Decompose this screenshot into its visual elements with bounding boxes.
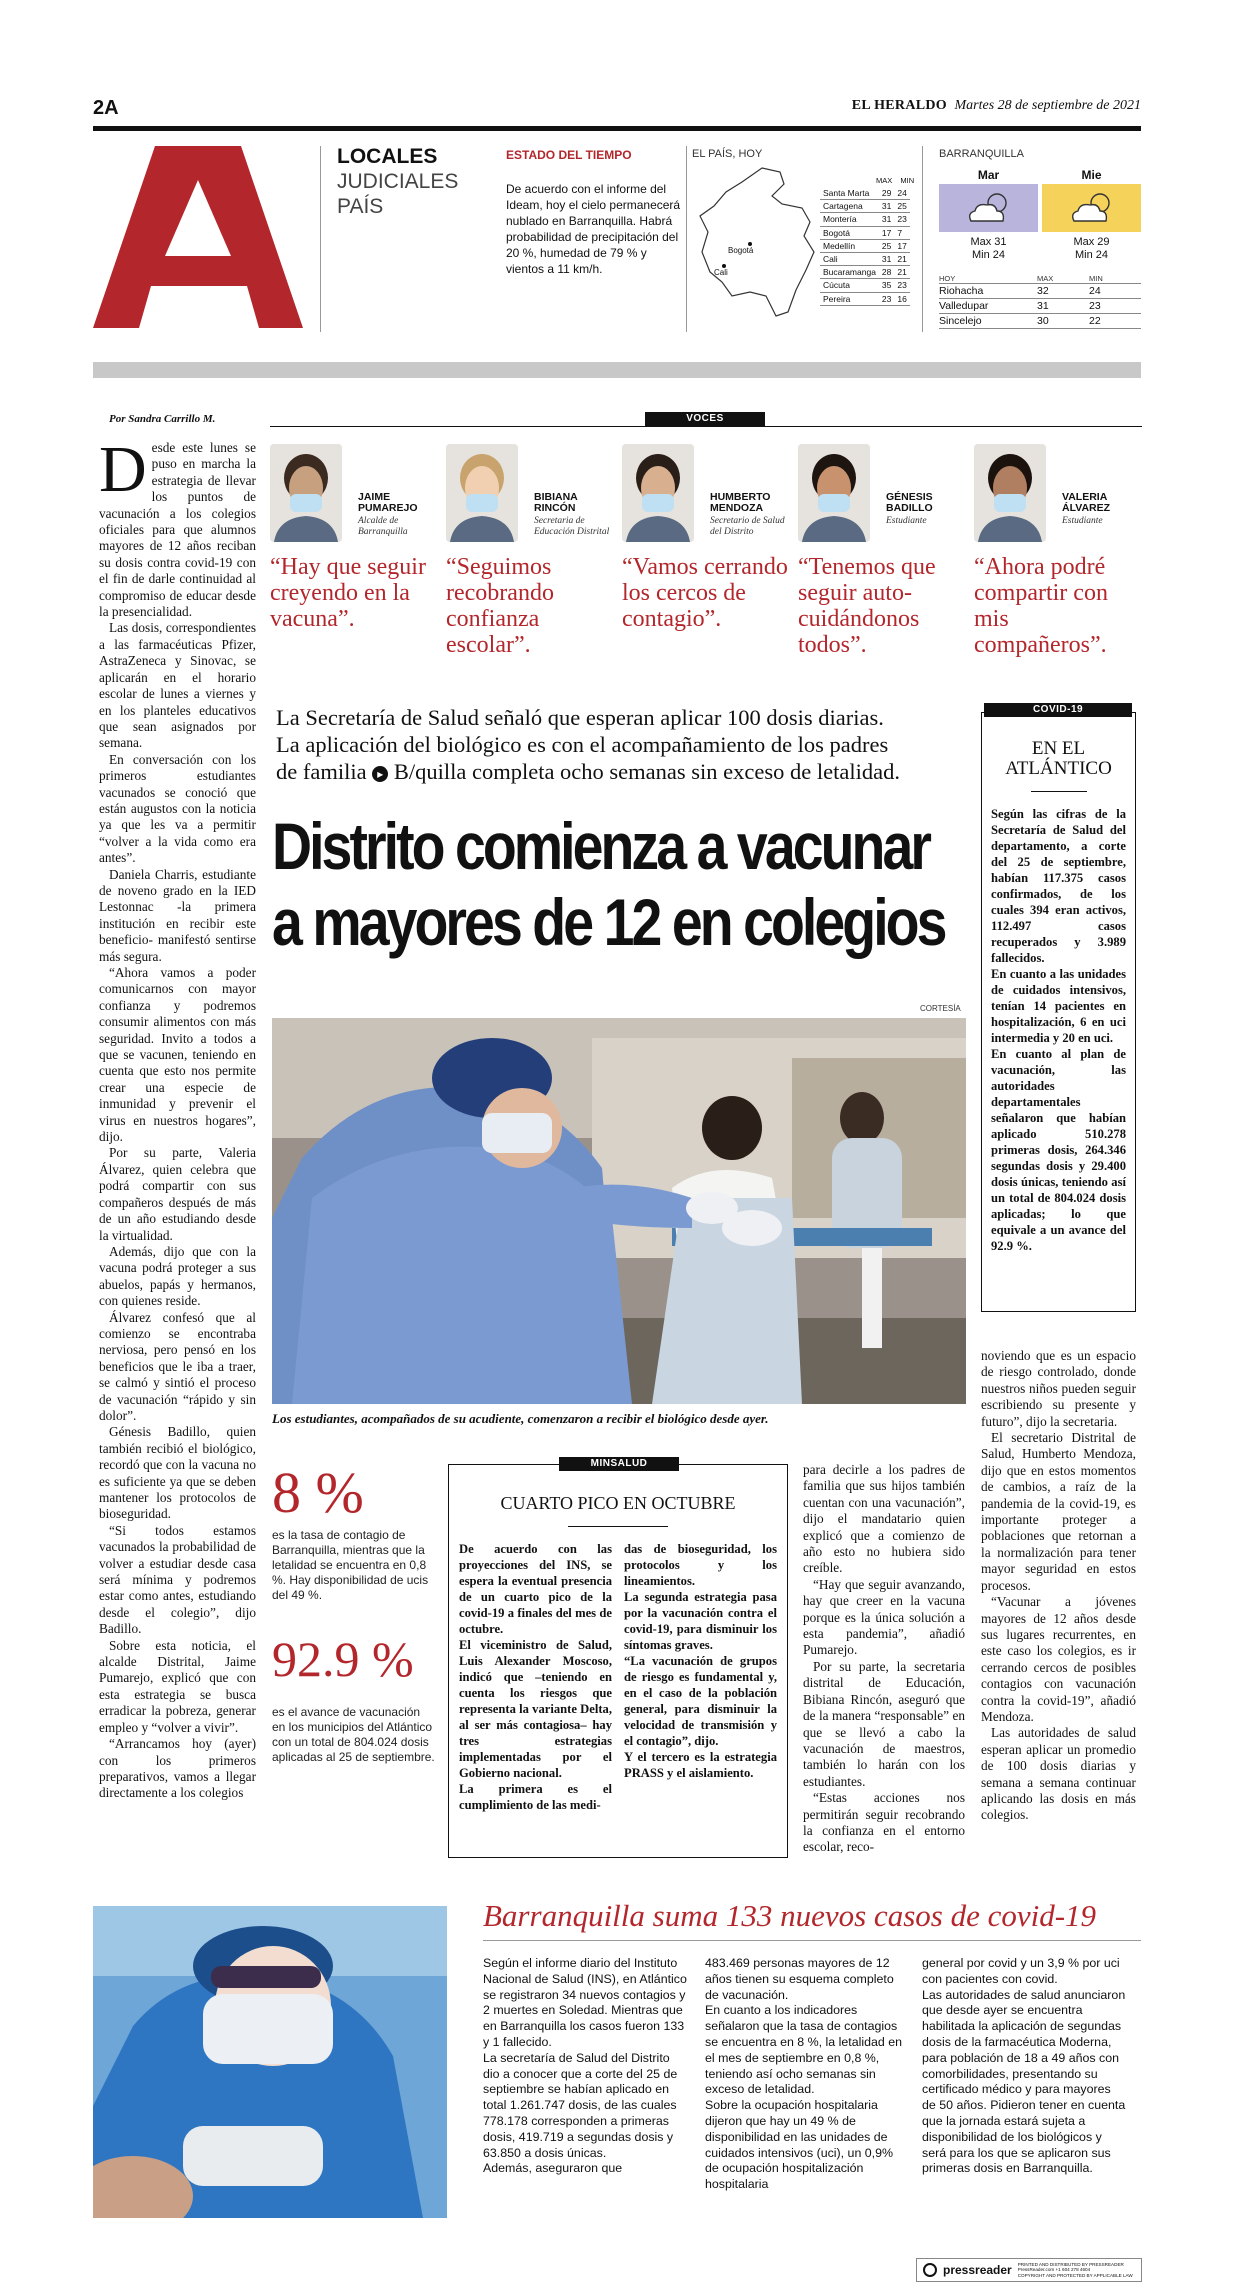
hoy-city-max: 30 bbox=[1037, 315, 1049, 327]
city-max: 35 bbox=[879, 279, 894, 292]
paragraph: “Ahora vamos a poder comunicarnos con mayor confianza y podremos consumir alimentos con más seguridad. Invito a todos a que se vacunen, teniendo en cuenta que esto nos permite crear una especie de inmunidad y prevenir el virus en nuestros hogares”, dijo. bbox=[99, 965, 256, 1145]
headline bbox=[272, 808, 945, 960]
voz-quote: “Ahora podré compartir con mis compañeros”. bbox=[974, 554, 1108, 658]
section-list bbox=[337, 144, 458, 219]
header-divider bbox=[320, 146, 321, 332]
hoy-row bbox=[939, 299, 1141, 314]
hoy-min-label: MIN bbox=[1089, 274, 1103, 283]
bottom-col-1 bbox=[483, 1956, 688, 2177]
country-label: EL PAÍS, HOY bbox=[692, 148, 763, 160]
voces-label: VOCES bbox=[645, 412, 765, 426]
city-max: 29 bbox=[879, 187, 894, 200]
forecast-max: Max 31 bbox=[970, 236, 1007, 248]
deck-line-2: La aplicación del biológico es con el acompañamiento de los padres bbox=[276, 732, 889, 757]
voces-row bbox=[270, 444, 1142, 674]
paragraph: “Estas acciones nos permitirán seguir recobrando la confianza en el entorno escolar, reco- bbox=[803, 1790, 965, 1855]
city-max: 23 bbox=[879, 292, 894, 305]
forecast-min: Min 24 bbox=[1074, 249, 1109, 261]
bottom-title: Barranquilla suma 133 nuevos casos de covid-19 bbox=[483, 1898, 1097, 1933]
voz-photo bbox=[798, 444, 870, 542]
paragraph: La secretaría de Salud del Distrito dio a conocer que a corte del 25 de septiembre se habían aplicado en total 1.261.747 dosis, de las cuales 778.178 corresponden a primeras dosis, 419.719 a segundas dosis y 63.850 a dosis únicas. bbox=[483, 2050, 678, 2160]
arrow-circle-icon: ▸ bbox=[372, 766, 388, 782]
city-temp-row bbox=[820, 292, 910, 305]
paragraph: Según el informe diario del Instituto Nacional de Salud (INS), en Atlántico se registraron 34 nuevos contagios y 2 muertes en Soledad. Mientras que en Barranquilla los casos fueron 133 y 1 fallecido. bbox=[483, 1956, 687, 2049]
weather-text: De acuerdo con el informe del Ideam, hoy el cielo permanecerá nublado en Barranquilla. Habrá probabilidad de precipitación del 20 %, humedad de 79 % y vientos a 11 km/h. bbox=[506, 182, 681, 276]
weather-divider-2 bbox=[922, 146, 923, 332]
paragraph: “Hay que seguir avanzando, hay que creer en la vacuna porque es la única solución a esta pandemia”, añadió Pumarejo. bbox=[803, 1576, 965, 1658]
paragraph: Sobre esta noticia, el alcalde Distrital, Jaime Pumarejo, explicó que con esta estrategia se busca erradicar la pobreza, generar empleo y “volver a vivir”. bbox=[99, 1637, 256, 1735]
paragraph: esde este lunes se puso en marcha la estrategia de llevar los puntos de vacunación a los colegios oficiales para que alumnos mayores de 12 años reciban su dosis contra covid-19 con el fin de darle continuidad al compromiso de educar desde la presencialidad. bbox=[99, 440, 256, 620]
paragraph: Las dosis, correspondientes a las farmacéuticas Pfizer, AstraZeneca y Sinovac, se aplicarán en el horario escolar de lunes a viernes y en los planteles educativos que sean asignados por semana. bbox=[99, 620, 256, 751]
hoy-city-min: 24 bbox=[1089, 285, 1101, 297]
city-name: Cartagena bbox=[820, 200, 879, 213]
main-photo bbox=[272, 1018, 966, 1404]
article-col-mid bbox=[803, 1462, 965, 1856]
section-pais: PAÍS bbox=[337, 195, 384, 218]
city-min: 17 bbox=[894, 239, 909, 252]
stat-text-2: es el avance de vacunación en los municipios del Atlántico con un total de 804.024 dosis aplicadas al 25 de septiembre. bbox=[272, 1705, 435, 1764]
paragraph: De acuerdo con las proyecciones del INS, se espera la eventual presencia de un cuarto pico de la covid-19 a finales del mes de octubre. bbox=[459, 1542, 612, 1636]
paragraph: general por covid y un 3,9 % por uci con pacientes con covid. bbox=[922, 1956, 1120, 1986]
map-label-cali: Cali bbox=[714, 268, 728, 277]
stat-value-2: 92.9 % bbox=[272, 1631, 414, 1687]
forecast-day-label: Mar bbox=[977, 168, 1000, 182]
paragraph: Las autoridades de salud esperan aplicar un promedio de 100 dosis diarias y semana a semana continuar aplicando las dosis en más colegios. bbox=[981, 1725, 1136, 1823]
paragraph: En cuanto a los indicadores señalaron que la tasa de contagios se encuentra en 8 %, la letalidad en el mes de septiembre en 0,8 %, teniendo así ocho semanas sin exceso de letalidad. bbox=[705, 2003, 903, 2097]
minsalud-title-rule bbox=[568, 1526, 668, 1527]
city-max: 31 bbox=[879, 213, 894, 226]
paragraph: noviendo que es un espacio de riesgo controlado, donde nuestros niños pueden seguir escribiendo su presente y futuro”, dijo la secretaria. bbox=[981, 1348, 1136, 1429]
hoy-city: Riohacha bbox=[939, 285, 984, 297]
hoy-city-min: 22 bbox=[1089, 315, 1101, 327]
masthead-date-line bbox=[852, 98, 1141, 114]
page-number: 2A bbox=[93, 97, 119, 119]
hoy-header bbox=[939, 274, 1141, 284]
city-min: 7 bbox=[894, 226, 909, 239]
covid-title bbox=[991, 739, 1126, 779]
city-name: Medellín bbox=[820, 239, 879, 252]
header-gray-bar bbox=[93, 362, 1141, 378]
city-min: 23 bbox=[894, 279, 909, 292]
paragraph: das de bioseguridad, los protocolos y los lineamientos. bbox=[624, 1542, 777, 1588]
paragraph: Además, aseguraron que bbox=[483, 2161, 623, 2176]
deck bbox=[276, 704, 966, 785]
city-temps bbox=[820, 176, 914, 306]
voz-role: Alcalde de Barranquilla bbox=[358, 516, 408, 537]
city-name: Pereira bbox=[820, 292, 879, 305]
pressreader-footer bbox=[916, 2258, 1142, 2282]
forecast-min: Min 24 bbox=[971, 249, 1006, 261]
headline-line-2: a mayores de 12 en colegios bbox=[272, 885, 945, 959]
minsalud-label: MINSALUD bbox=[559, 1457, 679, 1471]
paragraph: “Si todos estamos vacunados la probabilidad de volver a estudiar desde casa será mínima y podremos estar como antes, estudiando desde el colegio”, dijo Badillo. bbox=[99, 1522, 256, 1637]
baq-label: BARRANQUILLA bbox=[939, 148, 1024, 160]
city-name: Cúcuta bbox=[820, 279, 879, 292]
paragraph: “La vacunación de grupos de riesgo es fundamental y, en el caso de la población general, para disminuir la velocidad de transmisión y el contagio”, dijo. bbox=[624, 1654, 777, 1748]
paragraph: El secretario Distrital de Salud, Humberto Mendoza, dijo que en estos momentos de cambios, a raíz de la pandemia de la covid-19, es importante proteger a poblaciones que retornan a la normalización para tener mayor seguridad en estos procesos. bbox=[981, 1430, 1136, 1593]
city-temp-row bbox=[820, 226, 910, 239]
voz-photo bbox=[622, 444, 694, 542]
paragraph: La primera es el cumplimiento de las medi- bbox=[459, 1782, 612, 1812]
voz-name: GÉNESIS BADILLO bbox=[886, 491, 933, 514]
city-max: 25 bbox=[879, 239, 894, 252]
covid-label: COVID-19 bbox=[984, 703, 1132, 717]
minsalud-columns bbox=[459, 1541, 777, 1813]
paragraph: “Arrancamos hoy (ayer) con los primeros preparativos, vamos a llegar directamente a los colegios bbox=[99, 1736, 256, 1801]
covid-box bbox=[981, 704, 1136, 1312]
hoy-row bbox=[939, 314, 1141, 329]
voz-quote: “Hay que seguir creyendo en la vacuna”. bbox=[270, 554, 426, 632]
covid-title-1: EN EL bbox=[1031, 738, 1086, 759]
covid-title-2: ATLÁNTICO bbox=[1005, 758, 1112, 779]
hoy-city: Valledupar bbox=[939, 300, 989, 312]
max-label: MAX bbox=[876, 176, 893, 185]
pressreader-brand: pressreader bbox=[943, 2263, 1012, 2277]
city-temps-header bbox=[820, 176, 914, 185]
section-locales: LOCALES bbox=[337, 145, 438, 168]
voz-name: BIBIANA RINCÓN bbox=[534, 491, 578, 514]
paragraph: “Vacunar a jóvenes mayores de 12 años desde sus lugares recurrentes, en este caso los colegios, es ir cerrando cercos de posibles contagios con vacunación contra la covid-19”, añadió Mendoza. bbox=[981, 1594, 1136, 1724]
header-rule bbox=[93, 126, 1141, 131]
forecast-day bbox=[939, 166, 1038, 262]
city-max: 17 bbox=[879, 226, 894, 239]
city-name: Bucaramanga bbox=[820, 266, 879, 279]
minsalud-col-1 bbox=[459, 1541, 612, 1813]
city-max: 31 bbox=[879, 200, 894, 213]
paragraph: Además, dijo que con la vacuna podrá proteger a sus abuelos, papás y hermanos, con quienes reside. bbox=[99, 1243, 256, 1309]
paragraph: En conversación con los primeros estudiantes vacunados se conoció que están augustos con la noticia ya que les va a permitir “volver a la vida como era antes”. bbox=[99, 751, 256, 866]
voz-quote: “Seguimos recobrando confianza escolar”. bbox=[446, 554, 554, 658]
minsalud-title: CUARTO PICO EN OCTUBRE bbox=[500, 1493, 736, 1513]
forecast-day-label: Mie bbox=[1081, 168, 1102, 182]
paragraph: Por su parte, la secretaria distrital de Educación, Bibiana Rincón, aseguró que de la manera “responsable” en que se llevó a cabo la vacunación de maestros, también lo harán con los estudiantes. bbox=[803, 1658, 965, 1789]
headline-line-1: Distrito comienza a vacunar bbox=[272, 809, 929, 883]
voz-quote: “Vamos cerrando los cercos de contagio”. bbox=[622, 554, 788, 632]
voz-name: VALERIA ÁLVAREZ bbox=[1062, 491, 1111, 514]
city-max: 31 bbox=[879, 253, 894, 266]
article-col-right bbox=[981, 1348, 1136, 1824]
voz-role: Estudiante bbox=[1062, 516, 1103, 526]
min-label: MIN bbox=[900, 176, 915, 185]
voces-rule bbox=[270, 426, 1142, 427]
paragraph: Las autoridades de salud anunciaron que desde ayer se encuentra habilitada la aplicación de segundas dosis de la farmacéutica Moderna, para población de 18 a 49 años con comorbilidades, presentando su certificado médico y para mayores de 50 años. Pidieron tener en cuenta que la jornada estará sujeta a disponibilidad de los biológicos y será para los que se aplicaron sus primeras dosis en Barranquilla. bbox=[922, 1987, 1126, 2176]
forecast-day bbox=[1042, 166, 1141, 262]
stat-value-1: 8 % bbox=[272, 1460, 364, 1525]
city-name: Santa Marta bbox=[820, 187, 879, 200]
voz-photo bbox=[446, 444, 518, 542]
baq-forecast bbox=[939, 166, 1141, 262]
city-temp-row bbox=[820, 213, 910, 226]
city-min: 21 bbox=[894, 253, 909, 266]
deck-line-3: de familia ▸ B/quilla completa ocho semanas sin exceso de letalidad. bbox=[276, 759, 900, 784]
deck-line-1: La Secretaría de Salud señaló que esperan aplicar 100 dosis diarias. bbox=[276, 705, 884, 730]
city-temp-row bbox=[820, 187, 910, 200]
hoy-max-label: MAX bbox=[1037, 274, 1054, 283]
voz-name: HUMBERTO MENDOZA bbox=[710, 491, 771, 514]
city-name: Bogotá bbox=[820, 226, 879, 239]
byline: Por Sandra Carrillo M. bbox=[109, 413, 216, 425]
partly-cloudy-icon bbox=[939, 184, 1038, 232]
city-name: Cali bbox=[820, 253, 879, 266]
paper-name: EL HERALDO bbox=[851, 98, 947, 113]
city-name: Montería bbox=[820, 213, 879, 226]
city-min: 21 bbox=[894, 266, 909, 279]
city-temp-row bbox=[820, 266, 910, 279]
voz-photo bbox=[974, 444, 1046, 542]
hoy-city-max: 32 bbox=[1037, 285, 1049, 297]
city-max: 28 bbox=[879, 266, 894, 279]
city-temps-table bbox=[820, 187, 910, 306]
pressreader-logo-icon bbox=[923, 2263, 937, 2277]
covid-text bbox=[991, 806, 1126, 1254]
issue-date: Martes 28 de septiembre de 2021 bbox=[954, 98, 1141, 113]
photo-caption: Los estudiantes, acompañados de su acudiente, comenzaron a recibir el biológico desde ayer. bbox=[272, 1411, 769, 1426]
article-col-1 bbox=[99, 433, 256, 1802]
paragraph: En cuanto a las unidades de cuidados intensivos, tenían 14 pacientes en hospitalización, 6 en uci intermedia y 20 en uci. bbox=[991, 967, 1126, 1045]
covid-title-rule bbox=[1031, 791, 1087, 792]
bottom-photo bbox=[93, 1906, 447, 2218]
voz-role: Secretario de Salud del Distrito bbox=[710, 516, 785, 537]
bottom-title-rule bbox=[483, 1940, 1141, 1941]
pressreader-legal: PRINTED AND DISTRIBUTED BY PRESSREADER PressReader.com +1 604 278 4604 COPYRIGHT AND PROTECTED BY APPLICABLE LAW bbox=[1017, 2261, 1133, 2278]
stat-text-1: es la tasa de contagio de Barranquilla, mientras que la letalidad se encuentra en 0,8 %. Hay disponibilidad de ucis del 49 %. bbox=[272, 1528, 429, 1602]
paragraph: En cuanto al plan de vacunación, las autoridades departamentales señalaron que habían aplicado 510.278 primeras dosis, 264.346 segundas dosis y 29.400 dosis únicas, teniendo así un total de 804.024 dosis aplicadas; lo que equivale a un avance del 92.9 %. bbox=[991, 1047, 1126, 1253]
city-temp-row bbox=[820, 200, 910, 213]
paragraph: La segunda estrategia pasa por la vacunación contra el covid-19, para disminuir los síntomas graves. bbox=[624, 1590, 777, 1652]
voz-role: Secretaria de Educación Distrital bbox=[534, 516, 610, 537]
photo-credit: CORTESÍA bbox=[920, 1004, 961, 1013]
weather-title: ESTADO DEL TIEMPO bbox=[506, 148, 632, 162]
paragraph: Y el tercero es la estrategia PRASS y el aislamiento. bbox=[624, 1750, 777, 1780]
paragraph: Daniela Charris, estudiante de noveno grado en la IED Lestonnac -la primera institución en recibir este beneficio- manifestó sentirse más segura. bbox=[99, 866, 256, 964]
hoy-city: Sincelejo bbox=[939, 315, 982, 327]
city-min: 16 bbox=[894, 292, 909, 305]
city-temp-row bbox=[820, 279, 910, 292]
hoy-label: HOY bbox=[939, 274, 956, 283]
voz-role: Estudiante bbox=[886, 516, 927, 526]
paragraph: para decirle a los padres de familia que sus hijos también cuentan con una vacunación”, dijo el mandatario quien explicó que a comienzo de año esto no hubiera sido creíble. bbox=[803, 1462, 965, 1576]
weather-divider-1 bbox=[686, 146, 687, 332]
city-temp-row bbox=[820, 239, 910, 252]
paragraph: 483.469 personas mayores de 12 años tienen su esquema completo de vacunación. bbox=[705, 1956, 894, 2002]
voz-photo bbox=[270, 444, 342, 542]
voz-name: JAIME PUMAREJO bbox=[358, 491, 418, 514]
paragraph: Sobre la ocupación hospitalaria dijeron que hay un 49 % de disponibilidad en las unidades de cuidados intensivos (uci), un 0,9% de ocupación hospitalización hospitalaria bbox=[705, 2098, 894, 2192]
section-judiciales: JUDICIALES bbox=[337, 170, 459, 193]
stats-column bbox=[272, 1462, 436, 1765]
city-temp-row bbox=[820, 253, 910, 266]
paragraph: Según las cifras de la Secretaría de Salud del departamento, a corte del 25 de septiembre, habían 117.375 casos confirmados, de los cuales 394 eran activos, 112.497 casos recuperados y 3.989 fallecidos. bbox=[991, 807, 1126, 965]
paragraph: Génesis Badillo, quien también recibió el biológico, recordó que con la vacuna no es suficiente ya que se deben mantener los protocolos de bioseguridad. bbox=[99, 1424, 256, 1522]
city-min: 25 bbox=[894, 200, 909, 213]
minsalud-box bbox=[448, 1458, 788, 1858]
voz-quote: “Tenemos que seguir auto-cuidándonos todos”. bbox=[798, 554, 936, 658]
paragraph: Álvarez confesó que al comienzo se encontraba nerviosa, pero pensó en los beneficios que le iba a traer, se calmó y sintió el proceso de vacunación “rápido y sin dolor”. bbox=[99, 1309, 256, 1423]
forecast-max: Max 29 bbox=[1073, 236, 1110, 248]
bottom-col-2 bbox=[705, 1956, 910, 2193]
partly-cloudy-icon bbox=[1042, 184, 1141, 232]
hoy-row bbox=[939, 284, 1141, 299]
hoy-table bbox=[939, 274, 1141, 329]
bottom-col-3 bbox=[922, 1956, 1127, 2177]
hoy-city-max: 31 bbox=[1037, 300, 1049, 312]
section-letter-logo bbox=[93, 146, 303, 328]
city-min: 24 bbox=[894, 187, 909, 200]
paragraph: El viceministro de Salud, Luis Alexander Moscoso, indicó que –teniendo en cuenta los riesgos que representa la variante Delta, al ser más contagiosa– hay tres estrategias implementadas por el Gobierno nacional. bbox=[459, 1638, 612, 1780]
paragraph: Por su parte, Valeria Álvarez, quien celebra que podrá compartir con sus compañeros después de más de un año estudiando desde la virtualidad. bbox=[99, 1145, 256, 1243]
city-min: 23 bbox=[894, 213, 909, 226]
hoy-city-min: 23 bbox=[1089, 300, 1101, 312]
colombia-map bbox=[692, 166, 822, 326]
dropcap: D bbox=[99, 433, 147, 506]
map-label-bogota: Bogotá bbox=[728, 246, 754, 255]
minsalud-col-2 bbox=[624, 1541, 777, 1813]
